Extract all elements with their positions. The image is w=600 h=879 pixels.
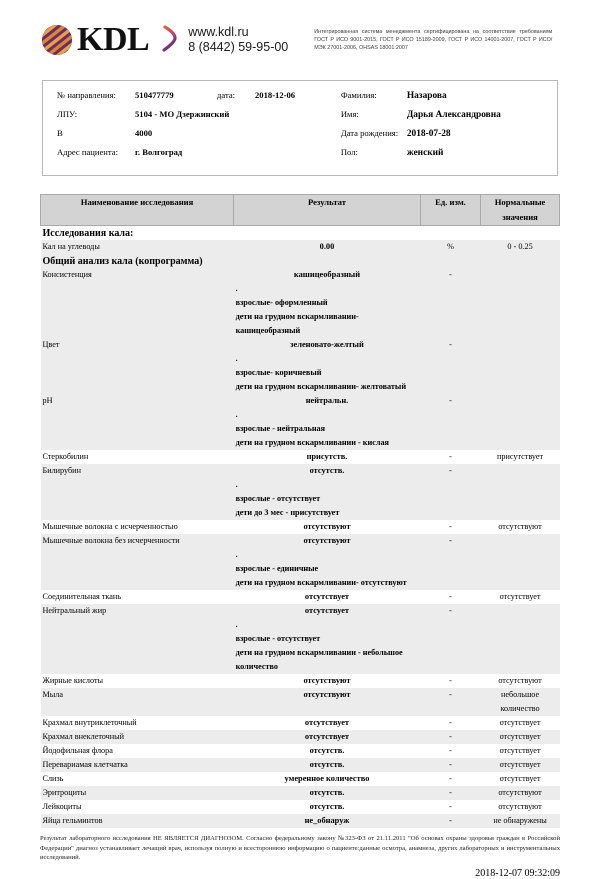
date-value: 2018-12-06 bbox=[255, 90, 296, 100]
table-detail-row bbox=[41, 646, 560, 674]
patient-field-row bbox=[57, 90, 331, 109]
print-timestamp: 2018-12-07 09:32:09 bbox=[475, 867, 560, 879]
birthdate-value: 2018-07-28 bbox=[406, 129, 451, 139]
detail-norm-cell bbox=[481, 548, 560, 562]
table-detail-row bbox=[41, 562, 560, 576]
table-detail-row bbox=[41, 408, 560, 422]
table-detail-row bbox=[41, 310, 560, 338]
test-name-cell: Эритроциты bbox=[41, 786, 234, 800]
table-row bbox=[41, 268, 560, 282]
table-section-header bbox=[41, 226, 560, 241]
test-unit-cell: - bbox=[420, 730, 480, 744]
table-detail-row bbox=[41, 632, 560, 646]
detail-name-cell bbox=[41, 352, 234, 366]
detail-norm-cell bbox=[481, 422, 560, 436]
test-unit-cell: - bbox=[420, 338, 480, 352]
test-unit-cell: - bbox=[420, 744, 480, 758]
contact-block bbox=[188, 25, 288, 55]
test-norm-cell: отсутствует bbox=[481, 716, 560, 730]
test-name-cell: Нейтральный жир bbox=[41, 604, 234, 618]
clinic-label: ЛПУ: bbox=[57, 109, 78, 119]
test-unit-cell: - bbox=[420, 450, 480, 464]
test-result-cell: 0.00 bbox=[234, 240, 421, 254]
detail-norm-cell bbox=[481, 576, 560, 590]
test-norm-cell: 0 - 0.25 bbox=[481, 240, 560, 254]
test-norm-cell: отсутствует bbox=[481, 758, 560, 772]
detail-unit-cell bbox=[420, 422, 480, 436]
detail-name-cell bbox=[41, 506, 234, 520]
patient-field-row bbox=[57, 128, 331, 147]
patient-right-column bbox=[331, 90, 557, 166]
detail-norm-cell bbox=[481, 506, 560, 520]
test-unit-cell: - bbox=[420, 786, 480, 800]
test-result-cell: отсутствуют bbox=[234, 674, 421, 688]
gender-value: женский bbox=[406, 148, 444, 158]
test-norm-cell bbox=[481, 464, 560, 478]
test-norm-cell bbox=[481, 338, 560, 352]
detail-name-cell bbox=[41, 576, 234, 590]
detail-reference-text: дети на грудном вскармливании- отсутствуют bbox=[234, 576, 421, 590]
patient-address-value: г. Волгоград bbox=[135, 147, 183, 157]
test-unit-cell: - bbox=[420, 534, 480, 548]
test-unit-cell: - bbox=[420, 800, 480, 814]
test-norm-cell: отсутствует bbox=[481, 744, 560, 758]
test-result-cell: отсутствуют bbox=[234, 688, 421, 716]
detail-norm-cell bbox=[481, 408, 560, 422]
detail-unit-cell bbox=[420, 506, 480, 520]
table-row bbox=[41, 688, 560, 716]
detail-name-cell bbox=[41, 478, 234, 492]
firstname-value: Дарья Александровна bbox=[406, 110, 501, 120]
test-norm-cell: присутствует bbox=[481, 450, 560, 464]
referral-number-label: № направления: bbox=[57, 90, 116, 100]
certification-text: Интегрированная система менеджмента сертифицирована на соответствие требованиям ГОСТ Р ИСО 9001-2015, ГОСТ Р ИСО 15189-2009, ГОСТ Р ИСО 14001-2007, ГОСТ Р ИСО/МЭК 27001-2006, OHSAS 18001:2007 bbox=[314, 28, 553, 52]
test-name-cell: Йодофильная флора bbox=[41, 744, 234, 758]
test-norm-cell bbox=[481, 268, 560, 282]
page-header bbox=[0, 0, 600, 58]
test-unit-cell: - bbox=[420, 688, 480, 716]
table-header-row bbox=[41, 195, 560, 226]
detail-unit-cell bbox=[420, 366, 480, 380]
detail-name-cell bbox=[41, 548, 234, 562]
detail-norm-cell bbox=[481, 366, 560, 380]
table-detail-row bbox=[41, 492, 560, 506]
test-result-cell: кашицеобразный bbox=[234, 268, 421, 282]
detail-unit-cell bbox=[420, 352, 480, 366]
detail-reference-text: дети до 3 мес - присутствует bbox=[234, 506, 421, 520]
detail-reference-text: . bbox=[234, 352, 421, 366]
test-name-cell: Яйца гельминтов bbox=[41, 814, 234, 828]
test-unit-cell: - bbox=[420, 268, 480, 282]
test-name-cell: Соединительная ткань bbox=[41, 590, 234, 604]
detail-norm-cell bbox=[481, 646, 560, 674]
referral-number-value: 510477779 bbox=[135, 90, 174, 100]
detail-name-cell bbox=[41, 366, 234, 380]
detail-reference-text: . bbox=[234, 548, 421, 562]
test-result-cell: отсутствует bbox=[234, 590, 421, 604]
test-result-cell: отсутств. bbox=[234, 744, 421, 758]
test-norm-cell: отсутствует bbox=[481, 730, 560, 744]
table-detail-row bbox=[41, 422, 560, 436]
detail-unit-cell bbox=[420, 576, 480, 590]
detail-norm-cell bbox=[481, 282, 560, 296]
test-unit-cell: - bbox=[420, 590, 480, 604]
test-unit-cell: - bbox=[420, 772, 480, 786]
table-row bbox=[41, 450, 560, 464]
kdl-wordmark: KDL bbox=[77, 21, 150, 58]
test-name-cell: Крахмал внеклеточный bbox=[41, 730, 234, 744]
test-result-cell: отсутств. bbox=[234, 800, 421, 814]
test-result-cell: отсутств. bbox=[234, 758, 421, 772]
table-row bbox=[41, 590, 560, 604]
test-name-cell: Мышечные волокна без исчерченности bbox=[41, 534, 234, 548]
table-row bbox=[41, 674, 560, 688]
kdl-striped-circle-logo bbox=[42, 25, 72, 55]
patient-info-box bbox=[42, 80, 558, 176]
detail-name-cell bbox=[41, 562, 234, 576]
detail-name-cell bbox=[41, 310, 234, 338]
detail-norm-cell bbox=[481, 492, 560, 506]
detail-reference-text: взрослые - отсутствует bbox=[234, 492, 421, 506]
table-detail-row bbox=[41, 618, 560, 632]
patient-address-label: Адрес пациента: bbox=[57, 147, 118, 157]
detail-reference-text: взрослые - отсутствует bbox=[234, 632, 421, 646]
table-row bbox=[41, 744, 560, 758]
test-result-cell: отсутствует bbox=[234, 604, 421, 618]
phone-text: 8 (8442) 59-95-00 bbox=[188, 40, 289, 54]
test-norm-cell: отсутствуют bbox=[481, 674, 560, 688]
detail-name-cell bbox=[41, 380, 234, 394]
table-row bbox=[41, 758, 560, 772]
legal-disclaimer: Результат лабораторного исследования НЕ ЯВЛЯЕТСЯ ДИАГНОЗОМ. Согласно федеральному закону №323-ФЗ от 21.11.2011 "Об основах охраны здоровья граждан в Российской Федерации" диагноз устанавливает лечащий врач, используя полную и всестороннюю информацию о пациенте:данные осмотра, анамнеза, других лабораторных и инструментальных исследований. bbox=[40, 835, 560, 862]
surname-label: Фамилия: bbox=[340, 90, 377, 100]
table-row bbox=[41, 716, 560, 730]
test-norm-cell: отсутствуют bbox=[481, 520, 560, 534]
detail-norm-cell bbox=[481, 478, 560, 492]
firstname-label: Имя: bbox=[340, 109, 359, 119]
results-table-body bbox=[41, 226, 560, 829]
detail-reference-text: взрослые- оформленный bbox=[234, 296, 421, 310]
detail-name-cell bbox=[41, 436, 234, 450]
patient-field-row bbox=[341, 109, 557, 128]
test-name-cell: Стеркобилин bbox=[41, 450, 234, 464]
detail-name-cell bbox=[41, 618, 234, 632]
detail-unit-cell bbox=[420, 282, 480, 296]
test-result-cell: отсутствуют bbox=[234, 520, 421, 534]
detail-name-cell bbox=[41, 408, 234, 422]
detail-norm-cell bbox=[481, 380, 560, 394]
column-header-unit: Ед. изм. bbox=[420, 195, 480, 226]
detail-reference-text: дети на грудном вскармливании - небольшое количество bbox=[234, 646, 421, 674]
patient-left-column bbox=[43, 90, 331, 166]
test-name-cell: Крахмал внутриклеточный bbox=[41, 716, 234, 730]
section-title: Исследования кала: bbox=[41, 226, 560, 241]
clinic-value: 5104 - МО Дзержинский bbox=[135, 109, 230, 119]
test-result-cell: нейтральн. bbox=[234, 394, 421, 408]
surname-value: Назарова bbox=[406, 91, 447, 101]
detail-unit-cell bbox=[420, 296, 480, 310]
detail-name-cell bbox=[41, 632, 234, 646]
table-row bbox=[41, 814, 560, 828]
patient-field-row bbox=[341, 147, 557, 166]
table-detail-row bbox=[41, 366, 560, 380]
table-row bbox=[41, 520, 560, 534]
test-name-cell: Мыла bbox=[41, 688, 234, 716]
table-detail-row bbox=[41, 352, 560, 366]
test-result-cell: умеренное количество bbox=[234, 772, 421, 786]
detail-unit-cell bbox=[420, 618, 480, 632]
test-unit-cell: - bbox=[420, 716, 480, 730]
detail-reference-text: дети на грудном вскармливании- желтоватый bbox=[234, 380, 421, 394]
test-unit-cell: - bbox=[420, 814, 480, 828]
patient-field-row bbox=[57, 109, 331, 128]
detail-unit-cell bbox=[420, 632, 480, 646]
detail-name-cell bbox=[41, 282, 234, 296]
table-detail-row bbox=[41, 506, 560, 520]
detail-reference-text: взрослые - нейтральная bbox=[234, 422, 421, 436]
test-result-cell: не_обнаруж bbox=[234, 814, 421, 828]
chevron-right-swoosh-icon bbox=[162, 23, 178, 58]
table-row bbox=[41, 464, 560, 478]
detail-name-cell bbox=[41, 492, 234, 506]
detail-unit-cell bbox=[420, 646, 480, 674]
table-detail-row bbox=[41, 478, 560, 492]
section-title: Общий анализ кала (копрограмма) bbox=[41, 254, 560, 268]
results-table-wrapper bbox=[40, 194, 560, 828]
test-norm-cell: отсутствует bbox=[481, 590, 560, 604]
test-norm-cell: отсутствует bbox=[481, 772, 560, 786]
column-header-result: Результат bbox=[234, 195, 421, 226]
table-row bbox=[41, 800, 560, 814]
detail-reference-text: . bbox=[234, 282, 421, 296]
test-unit-cell: - bbox=[420, 520, 480, 534]
b-code-value: 4000 bbox=[135, 128, 153, 138]
detail-reference-text: взрослые- коричневый bbox=[234, 366, 421, 380]
detail-norm-cell bbox=[481, 296, 560, 310]
table-row bbox=[41, 786, 560, 800]
birthdate-label: Дата рождения: bbox=[340, 128, 399, 138]
test-name-cell: Мышечные волокна с исчерченностью bbox=[41, 520, 234, 534]
test-unit-cell: % bbox=[420, 240, 480, 254]
test-result-cell: отсутств. bbox=[234, 786, 421, 800]
patient-field-row bbox=[341, 128, 557, 147]
table-detail-row bbox=[41, 576, 560, 590]
detail-reference-text: дети на грудном вскармливании - кислая bbox=[234, 436, 421, 450]
column-header-name: Наименование исследования bbox=[41, 195, 234, 226]
detail-unit-cell bbox=[420, 436, 480, 450]
table-row bbox=[41, 534, 560, 548]
detail-unit-cell bbox=[420, 408, 480, 422]
detail-reference-text: . bbox=[234, 618, 421, 632]
test-name-cell: Слизь bbox=[41, 772, 234, 786]
test-name-cell: pH bbox=[41, 394, 234, 408]
gender-label: Пол: bbox=[340, 147, 358, 157]
table-detail-row bbox=[41, 548, 560, 562]
table-detail-row bbox=[41, 282, 560, 296]
test-unit-cell: - bbox=[420, 758, 480, 772]
table-section-header bbox=[41, 254, 560, 268]
test-norm-cell bbox=[481, 394, 560, 408]
test-norm-cell: не обнаружены bbox=[481, 814, 560, 828]
detail-norm-cell bbox=[481, 310, 560, 338]
detail-unit-cell bbox=[420, 562, 480, 576]
test-name-cell: Перевариамая клетчатка bbox=[41, 758, 234, 772]
test-name-cell: Цвет bbox=[41, 338, 234, 352]
test-result-cell: отсутствует bbox=[234, 730, 421, 744]
detail-name-cell bbox=[41, 296, 234, 310]
table-row bbox=[41, 604, 560, 618]
detail-reference-text: . bbox=[234, 408, 421, 422]
detail-name-cell bbox=[41, 422, 234, 436]
table-detail-row bbox=[41, 436, 560, 450]
detail-norm-cell bbox=[481, 436, 560, 450]
detail-unit-cell bbox=[420, 478, 480, 492]
detail-unit-cell bbox=[420, 492, 480, 506]
table-row bbox=[41, 394, 560, 408]
test-name-cell: Лейкоциты bbox=[41, 800, 234, 814]
date-label: дата: bbox=[217, 90, 236, 100]
test-norm-cell: отсутствуют bbox=[481, 800, 560, 814]
detail-reference-text: дети на грудном вскармливании- кашицеобразный bbox=[234, 310, 421, 338]
detail-unit-cell bbox=[420, 548, 480, 562]
test-norm-cell: отсутствуют bbox=[481, 786, 560, 800]
table-row bbox=[41, 772, 560, 786]
test-name-cell: Билирубин bbox=[41, 464, 234, 478]
test-result-cell: отсутств. bbox=[234, 464, 421, 478]
test-name-cell: Консистенция bbox=[41, 268, 234, 282]
test-norm-cell: небольшое количество bbox=[481, 688, 560, 716]
detail-norm-cell bbox=[481, 352, 560, 366]
table-row bbox=[41, 338, 560, 352]
detail-reference-text: . bbox=[234, 478, 421, 492]
test-norm-cell bbox=[481, 604, 560, 618]
detail-norm-cell bbox=[481, 562, 560, 576]
website-text: www.kdl.ru bbox=[188, 25, 249, 39]
test-unit-cell: - bbox=[420, 674, 480, 688]
detail-reference-text: взрослые - единичные bbox=[234, 562, 421, 576]
patient-field-row bbox=[341, 90, 557, 109]
column-header-norm: Нормальные значения bbox=[481, 195, 560, 226]
patient-field-row bbox=[57, 147, 331, 166]
test-unit-cell: - bbox=[420, 394, 480, 408]
detail-norm-cell bbox=[481, 618, 560, 632]
detail-unit-cell bbox=[420, 310, 480, 338]
test-result-cell: зеленовато-желтый bbox=[234, 338, 421, 352]
test-norm-cell bbox=[481, 534, 560, 548]
test-name-cell: Кал на углеводы bbox=[41, 240, 234, 254]
detail-name-cell bbox=[41, 646, 234, 674]
detail-norm-cell bbox=[481, 632, 560, 646]
detail-unit-cell bbox=[420, 380, 480, 394]
test-name-cell: Жирные кислоты bbox=[41, 674, 234, 688]
test-result-cell: присутств. bbox=[234, 450, 421, 464]
test-unit-cell: - bbox=[420, 604, 480, 618]
results-table bbox=[40, 194, 560, 828]
test-result-cell: отсутствуют bbox=[234, 534, 421, 548]
table-detail-row bbox=[41, 380, 560, 394]
table-detail-row bbox=[41, 296, 560, 310]
table-row bbox=[41, 240, 560, 254]
test-unit-cell: - bbox=[420, 464, 480, 478]
table-row bbox=[41, 730, 560, 744]
b-code-label: В bbox=[57, 128, 63, 138]
test-result-cell: отсутствует bbox=[234, 716, 421, 730]
